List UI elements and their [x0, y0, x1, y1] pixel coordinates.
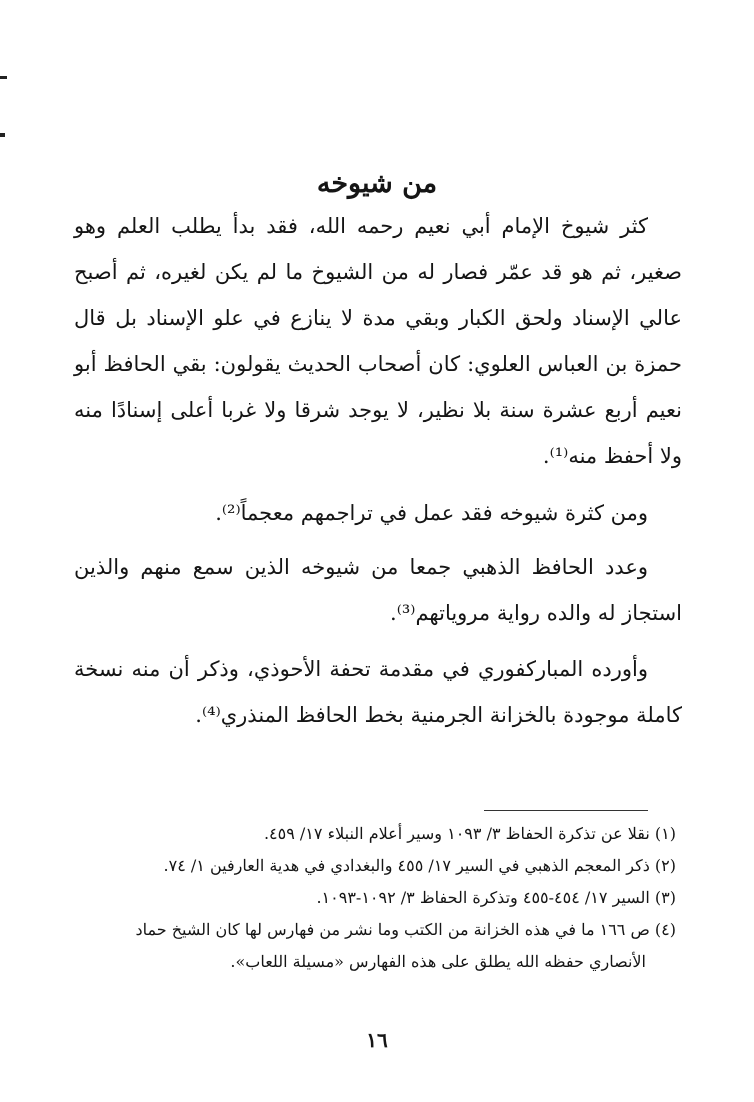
page-number: ١٦ [366, 1028, 388, 1052]
footnote: (١) نقلا عن تذكرة الحفاظ ٣/ ١٠٩٣ وسير أعلام النبلاء ١٧/ ٤٥٩. [263, 824, 676, 843]
footnote: (٢) ذكر المعجم الذهبي في السير ١٧/ ٤٥٥ والبغدادي في هدية العارفين ١/ ٧٤. [163, 856, 676, 875]
footnotes [70, 818, 676, 978]
paragraph: كثر شيوخ الإمام أبي نعيم رحمه الله، فقد بدأ يطلب العلم وهو صغير، ثم هو قد عمّر فصار له من الشيوخ ما لم يكن لغيره، ثم أصبح عالي الإسناد ولحق الكبار وبقي مدة لا ينازع في علو الإسناد بل قال حمزة بن العباس العلوي: كان أصحاب الحديث يقولون: بقي الحافظ أبو نعيم أربع عشرة سنة بلا نظير، لا يوجد شرقا ولا غربا أعلى إسنادًا منه ولا أحفظ منه⁽¹⁾. [74, 214, 682, 468]
footnote: (٣) السير ١٧/ ٤٥٤-٤٥٥ وتذكرة الحفاظ ٣/ ١٠٩٢-١٠٩٣. [316, 888, 676, 907]
footnote: (٤) ص ١٦٦ ما في هذه الخزانة من الكتب وما نشر من فهارس لها كان الشيخ حماد [135, 920, 676, 939]
paragraph: ومن كثرة شيوخه فقد عمل في تراجمهم معجماً⁽²⁾. [215, 501, 648, 525]
paragraph: وأورده المباركفوري في مقدمة تحفة الأحوذي، وذكر أن منه نسخة كاملة موجودة بالخزانة الجرمنية بخط الحافظ المنذري⁽⁴⁾. [74, 657, 682, 727]
footnote-separator [484, 810, 648, 811]
footnote-continuation: الأنصاري حفظه الله يطلق على هذه الفهارس «مسيلة اللعاب». [230, 952, 646, 971]
paragraph: وعدد الحافظ الذهبي جمعا من شيوخه الذين سمع منهم والذين استجاز له والده رواية مروياتهم⁽³⁾. [74, 555, 682, 625]
body-text [74, 203, 682, 738]
edge-mark [0, 76, 7, 79]
page-title: من شيوخه [316, 168, 438, 200]
edge-mark [0, 133, 5, 137]
